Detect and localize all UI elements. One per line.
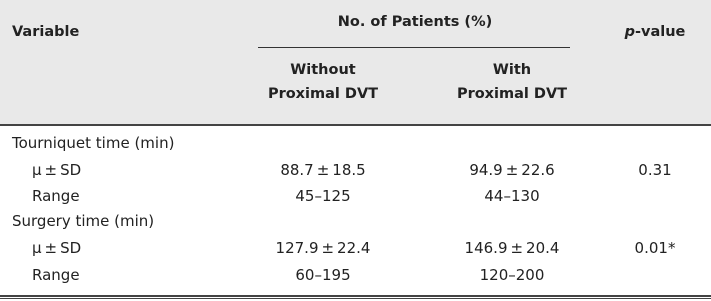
header-with-line1: With [492,62,532,78]
header-bottom-rule [0,124,711,126]
table-bottom-rule-thin [0,298,711,299]
row-label-surgery: Surgery time (min) [12,212,155,230]
header-with-line2: Proximal DVT [456,86,568,102]
header-without-line1: Without [290,62,356,78]
cell-without: 60–195 [295,266,351,284]
cell-pvalue: 0.01* [634,239,676,257]
row-label-tourniquet: Tourniquet time (min) [12,134,175,152]
row-label-range: Range [32,187,80,205]
cell-without: 45–125 [295,187,351,205]
header-pvalue-rest: -value [635,24,686,40]
cell-with: 120–200 [479,266,545,284]
cell-without: 88.7 ± 18.5 [280,161,366,179]
row-label-mean-sd: μ ± SD [32,239,82,257]
table-bottom-rule [0,295,711,297]
header-group-title: No. of Patients (%) [337,14,493,30]
row-label-range: Range [32,266,80,284]
cell-with: 146.9 ± 20.4 [464,239,560,257]
header-pvalue [625,24,686,40]
header-variable: Variable [12,24,80,40]
cell-pvalue: 0.31 [638,161,672,179]
header-without-line2: Proximal DVT [267,86,379,102]
header-pvalue-p: p [624,24,635,40]
cell-without: 127.9 ± 22.4 [275,239,371,257]
cell-with: 44–130 [484,187,540,205]
header-group-rule [258,47,570,48]
row-label-mean-sd: μ ± SD [32,161,82,179]
cell-with: 94.9 ± 22.6 [469,161,555,179]
